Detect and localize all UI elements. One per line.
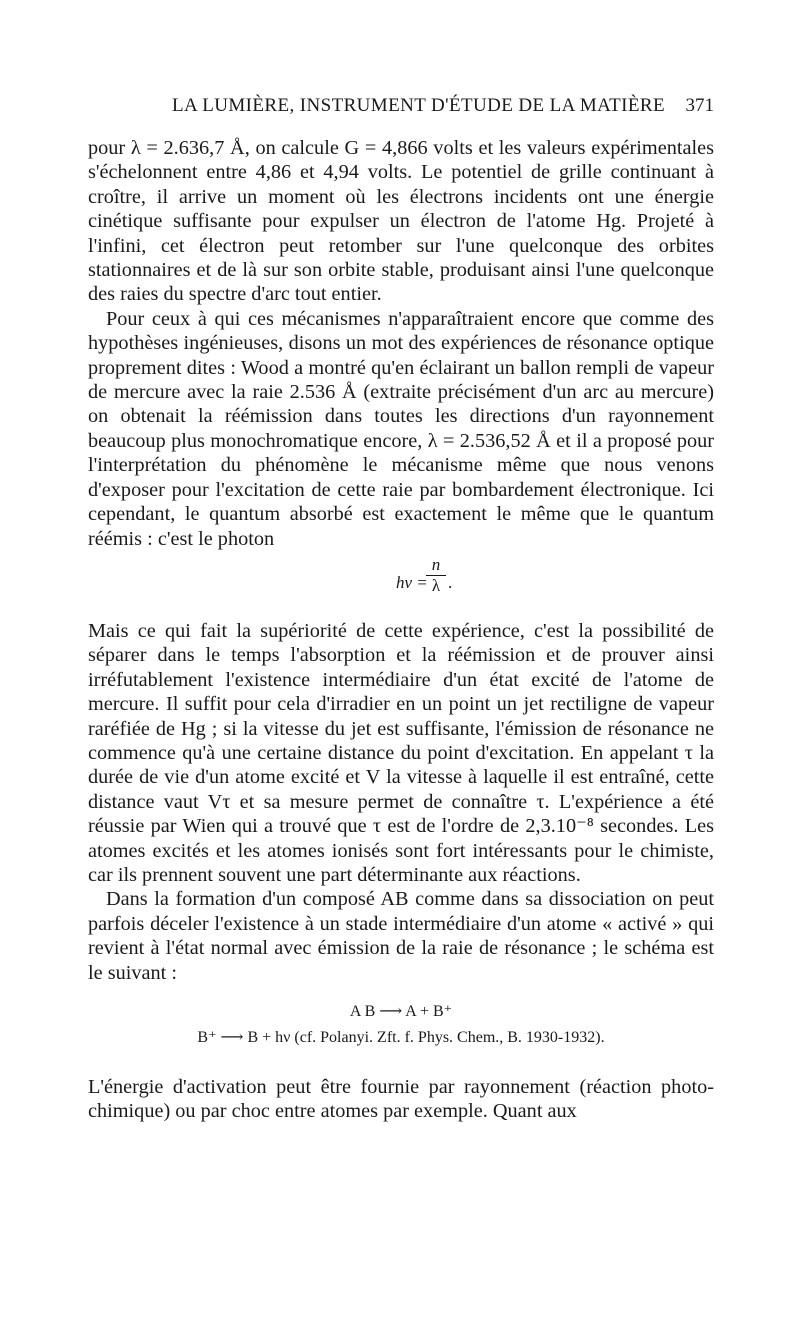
paragraph-2: Pour ceux à qui ces mécanismes n'apparaîtraient encore que comme des hypothèses ingénieuses, disons un mot des expériences de résonance optique proprement dites : Wood a montré qu'en éclairant un ballon rempli de vapeur de mercure avec la raie 2.536 Å (extraite précisément d'un arc au mercure) on obtenait la réémission dans toutes les directions d'un rayonnement beaucoup plus monochromatique encore, λ = 2.536,52 Å et il a proposé pour l'interprétation du phénomène le mécanisme même que nous venons d'exposer pour l'excitation de cette raie par bombardement électronique. Ici cependant, le quantum absorbé est exactement le même que le quantum réémis : c'est le photon: [88, 307, 714, 550]
equation-period: .: [448, 572, 453, 592]
page-number: 371: [685, 95, 714, 116]
equation-fraction: [426, 555, 446, 596]
paragraph-3: Mais ce qui fait la supériorité de cette expérience, c'est la possibilité de séparer dans le temps l'absorption et la réémission et de prouver ainsi irréfutablement l'existence intermédiaire d'un état excité de l'atome de mercure. Il suffit pour cela d'irradier en un point un jet rectiligne de vapeur raréfiée de Hg ; si la vitesse du jet est suffisante, l'émission de résonance ne commence qu'à une certaine distance du point d'excitation. En appelant τ la durée de vie d'un atome excité et V la vitesse à laquelle il est entraîné, cette distance vaut Vτ et sa mesure permet de connaître τ. L'expérience a été réussie par Wien qui a trouvé que τ est de l'ordre de 2,3.10⁻⁸ secondes. Les atomes excités et les atomes ionisés sont fort intéressants pour le chimiste, car ils prennent souvent une part déterminante aux réactions.: [88, 619, 714, 886]
running-header: [88, 95, 714, 125]
paragraph-1: pour λ = 2.636,7 Å, on calcule G = 4,866 volts et les valeurs expérimentales s'échelonnent entre 4,86 et 4,94 volts. Le potentiel de grille continuant à croître, il arrive un moment où les électrons incidents ont une énergie cinétique suffisante pour expulser un électron de l'atome Hg. Projeté à l'infini, cet électron peut retomber sur l'une quelconque des orbites stationnaires et de là sur son orbite stable, produisant ainsi l'une quelconque des raies du spectre d'arc tout entier.: [88, 137, 714, 306]
paragraph-4: Dans la formation d'un composé AB comme dans sa dissociation on peut parfois déceler l'existence à un stade intermédiaire d'un atome « activé » qui revient à l'état normal avec émission de la raie de résonance ; le schéma est le suivant :: [88, 888, 714, 984]
equation-denominator: λ: [431, 575, 441, 595]
photon-equation: [88, 555, 714, 603]
reaction-line-1: A B ⟶ A + B⁺: [349, 1003, 453, 1020]
reaction-line-2: B⁺ ⟶ B + hν (cf. Polanyi. Zft. f. Phys. Chem., B. 1930-1932).: [197, 1029, 605, 1046]
equation-numerator: n: [426, 555, 446, 576]
header-title: LA LUMIÈRE, INSTRUMENT D'ÉTUDE DE LA MATIÈRE: [172, 95, 665, 116]
body-text: [88, 136, 714, 1124]
reaction-scheme: [88, 999, 714, 1051]
paragraph-5: L'énergie d'activation peut être fournie par rayonnement (réaction photo-chimique) ou par choc entre atomes par exemple. Quant aux: [88, 1076, 714, 1123]
equation-lhs: hν =: [396, 572, 428, 592]
